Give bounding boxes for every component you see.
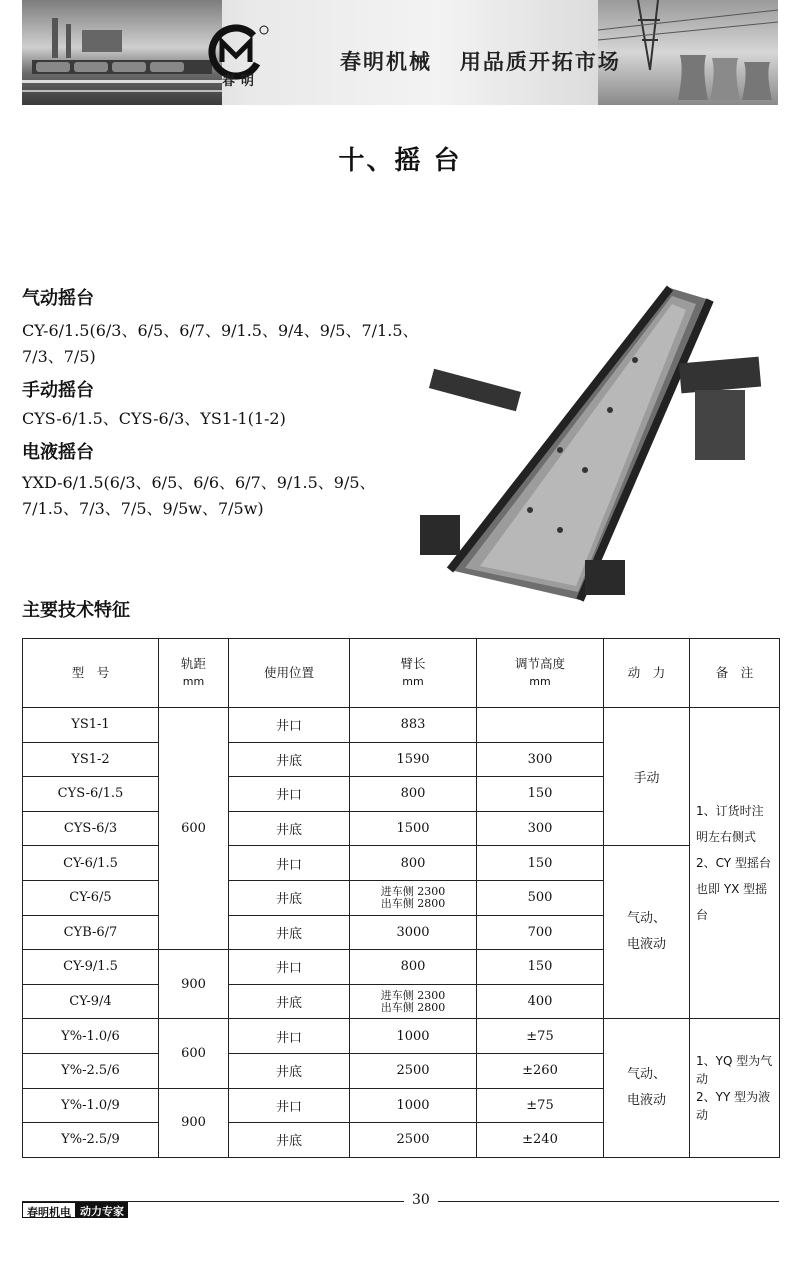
cell-height: 400 xyxy=(477,984,604,1019)
section-models-manual: CYS-6/1.5、CYS-6/3、YS1-1(1-2) xyxy=(22,409,286,428)
cell-model: CYS-6/1.5 xyxy=(23,777,159,812)
cell-gauge: 600 xyxy=(159,708,229,950)
cell-model: CY-9/1.5 xyxy=(23,950,159,985)
cell-position: 井底 xyxy=(229,880,350,915)
footer-brand-tag xyxy=(22,1202,128,1218)
cell-arm: 1500 xyxy=(350,811,477,846)
cell-position: 井底 xyxy=(229,1123,350,1158)
cell-note: 1、YQ 型为气动 2、YY 型为液动 xyxy=(690,1019,780,1157)
banner-slogan: 春明机械 用品质开拓市场 xyxy=(340,50,621,74)
cell-position: 井口 xyxy=(229,777,350,812)
cell-arm: 2500 xyxy=(350,1123,477,1158)
cell-gauge: 900 xyxy=(159,950,229,1019)
cell-position: 井底 xyxy=(229,1053,350,1088)
cell-arm: 800 xyxy=(350,950,477,985)
cell-position: 井口 xyxy=(229,708,350,743)
footer-tag-company: 春明机电 xyxy=(22,1202,76,1218)
col-header-note: 备 注 xyxy=(690,639,780,708)
cell-model: Y%-1.0/6 xyxy=(23,1019,159,1054)
page-title: 十、摇 台 xyxy=(338,146,462,176)
cell-power: 手动 xyxy=(604,708,690,846)
cell-model: CYB-6/7 xyxy=(23,915,159,950)
table-title: 主要技术特征 xyxy=(22,600,130,621)
page-footer xyxy=(22,1192,779,1222)
cell-height: 700 xyxy=(477,915,604,950)
cell-model: CY-9/4 xyxy=(23,984,159,1019)
footer-tag-slogan: 动力专家 xyxy=(76,1202,128,1218)
cell-gauge: 600 xyxy=(159,1019,229,1088)
cell-arm: 3000 xyxy=(350,915,477,950)
cell-position: 井底 xyxy=(229,811,350,846)
cell-gauge: 900 xyxy=(159,1088,229,1157)
cell-height: ±240 xyxy=(477,1123,604,1158)
footer-divider xyxy=(22,1201,779,1202)
cell-model: CY-6/5 xyxy=(23,880,159,915)
cell-height: ±75 xyxy=(477,1019,604,1054)
cell-position: 井口 xyxy=(229,1019,350,1054)
cell-height: 300 xyxy=(477,811,604,846)
rocking-platform-photo xyxy=(410,270,778,605)
section-heading-pneumatic: 气动摇台 xyxy=(22,288,94,309)
power-plant-illustration xyxy=(598,0,778,105)
section-models-electrohydraulic: YXD-6/1.5(6/3、6/5、6/6、6/7、9/1.5、9/5、7/1.5、7/3、7/5、9/5w、7/5w) xyxy=(22,473,376,518)
section-heading-electrohydraulic: 电液摇台 xyxy=(22,442,94,463)
col-header-height: 调节高度 mm xyxy=(477,639,604,708)
table-row xyxy=(23,846,780,881)
table-row xyxy=(23,1019,780,1054)
cell-position: 井底 xyxy=(229,984,350,1019)
col-header-model: 型 号 xyxy=(23,639,159,708)
cell-position: 井口 xyxy=(229,1088,350,1123)
cell-arm: 2500 xyxy=(350,1053,477,1088)
cell-power: 气动、 电液动 xyxy=(604,846,690,1019)
cell-height: 150 xyxy=(477,950,604,985)
section-models-pneumatic: CY-6/1.5(6/3、6/5、6/7、9/1.5、9/4、9/5、7/1.5、7/3、7/5) xyxy=(22,321,419,366)
cell-arm: 进车侧 2300 出车侧 2800 xyxy=(350,880,477,915)
cell-model: Y%-2.5/9 xyxy=(23,1123,159,1158)
banner-photo-left xyxy=(22,0,222,105)
cell-arm: 1000 xyxy=(350,1019,477,1054)
spec-table xyxy=(22,638,780,1158)
cell-position: 井口 xyxy=(229,950,350,985)
table-header-row xyxy=(23,639,780,708)
cell-arm: 800 xyxy=(350,777,477,812)
cell-arm: 800 xyxy=(350,846,477,881)
cell-height: 300 xyxy=(477,742,604,777)
cell-note: 1、订货时注明左右侧式 2、CY 型摇台也即 YX 型摇台 xyxy=(690,708,780,1019)
cell-position: 井口 xyxy=(229,846,350,881)
cell-arm: 1000 xyxy=(350,1088,477,1123)
cell-arm: 883 xyxy=(350,708,477,743)
cell-arm: 进车侧 2300 出车侧 2800 xyxy=(350,984,477,1019)
table-row xyxy=(23,708,780,743)
cell-height: ±260 xyxy=(477,1053,604,1088)
cell-height: 150 xyxy=(477,777,604,812)
page-number: 30 xyxy=(404,1192,438,1208)
cell-position: 井底 xyxy=(229,742,350,777)
cell-height xyxy=(477,708,604,743)
cell-power: 气动、 电液动 xyxy=(604,1019,690,1157)
cell-height: ±75 xyxy=(477,1088,604,1123)
cell-model: YS1-2 xyxy=(23,742,159,777)
cell-model: Y%-2.5/6 xyxy=(23,1053,159,1088)
banner-photo-right xyxy=(598,0,778,105)
cell-height: 150 xyxy=(477,846,604,881)
cell-arm: 1590 xyxy=(350,742,477,777)
cell-model: CY-6/1.5 xyxy=(23,846,159,881)
header-banner xyxy=(22,0,778,105)
cell-model: YS1-1 xyxy=(23,708,159,743)
col-header-position: 使用位置 xyxy=(229,639,350,708)
col-header-power: 动 力 xyxy=(604,639,690,708)
section-heading-manual: 手动摇台 xyxy=(22,380,94,401)
cell-model: Y%-1.0/9 xyxy=(23,1088,159,1123)
col-header-arm: 臂长 mm xyxy=(350,639,477,708)
col-header-gauge: 轨距 mm xyxy=(159,639,229,708)
train-factory-illustration xyxy=(22,0,222,105)
brand-name: 春明 xyxy=(222,74,261,89)
cell-position: 井底 xyxy=(229,915,350,950)
cell-model: CYS-6/3 xyxy=(23,811,159,846)
cell-height: 500 xyxy=(477,880,604,915)
